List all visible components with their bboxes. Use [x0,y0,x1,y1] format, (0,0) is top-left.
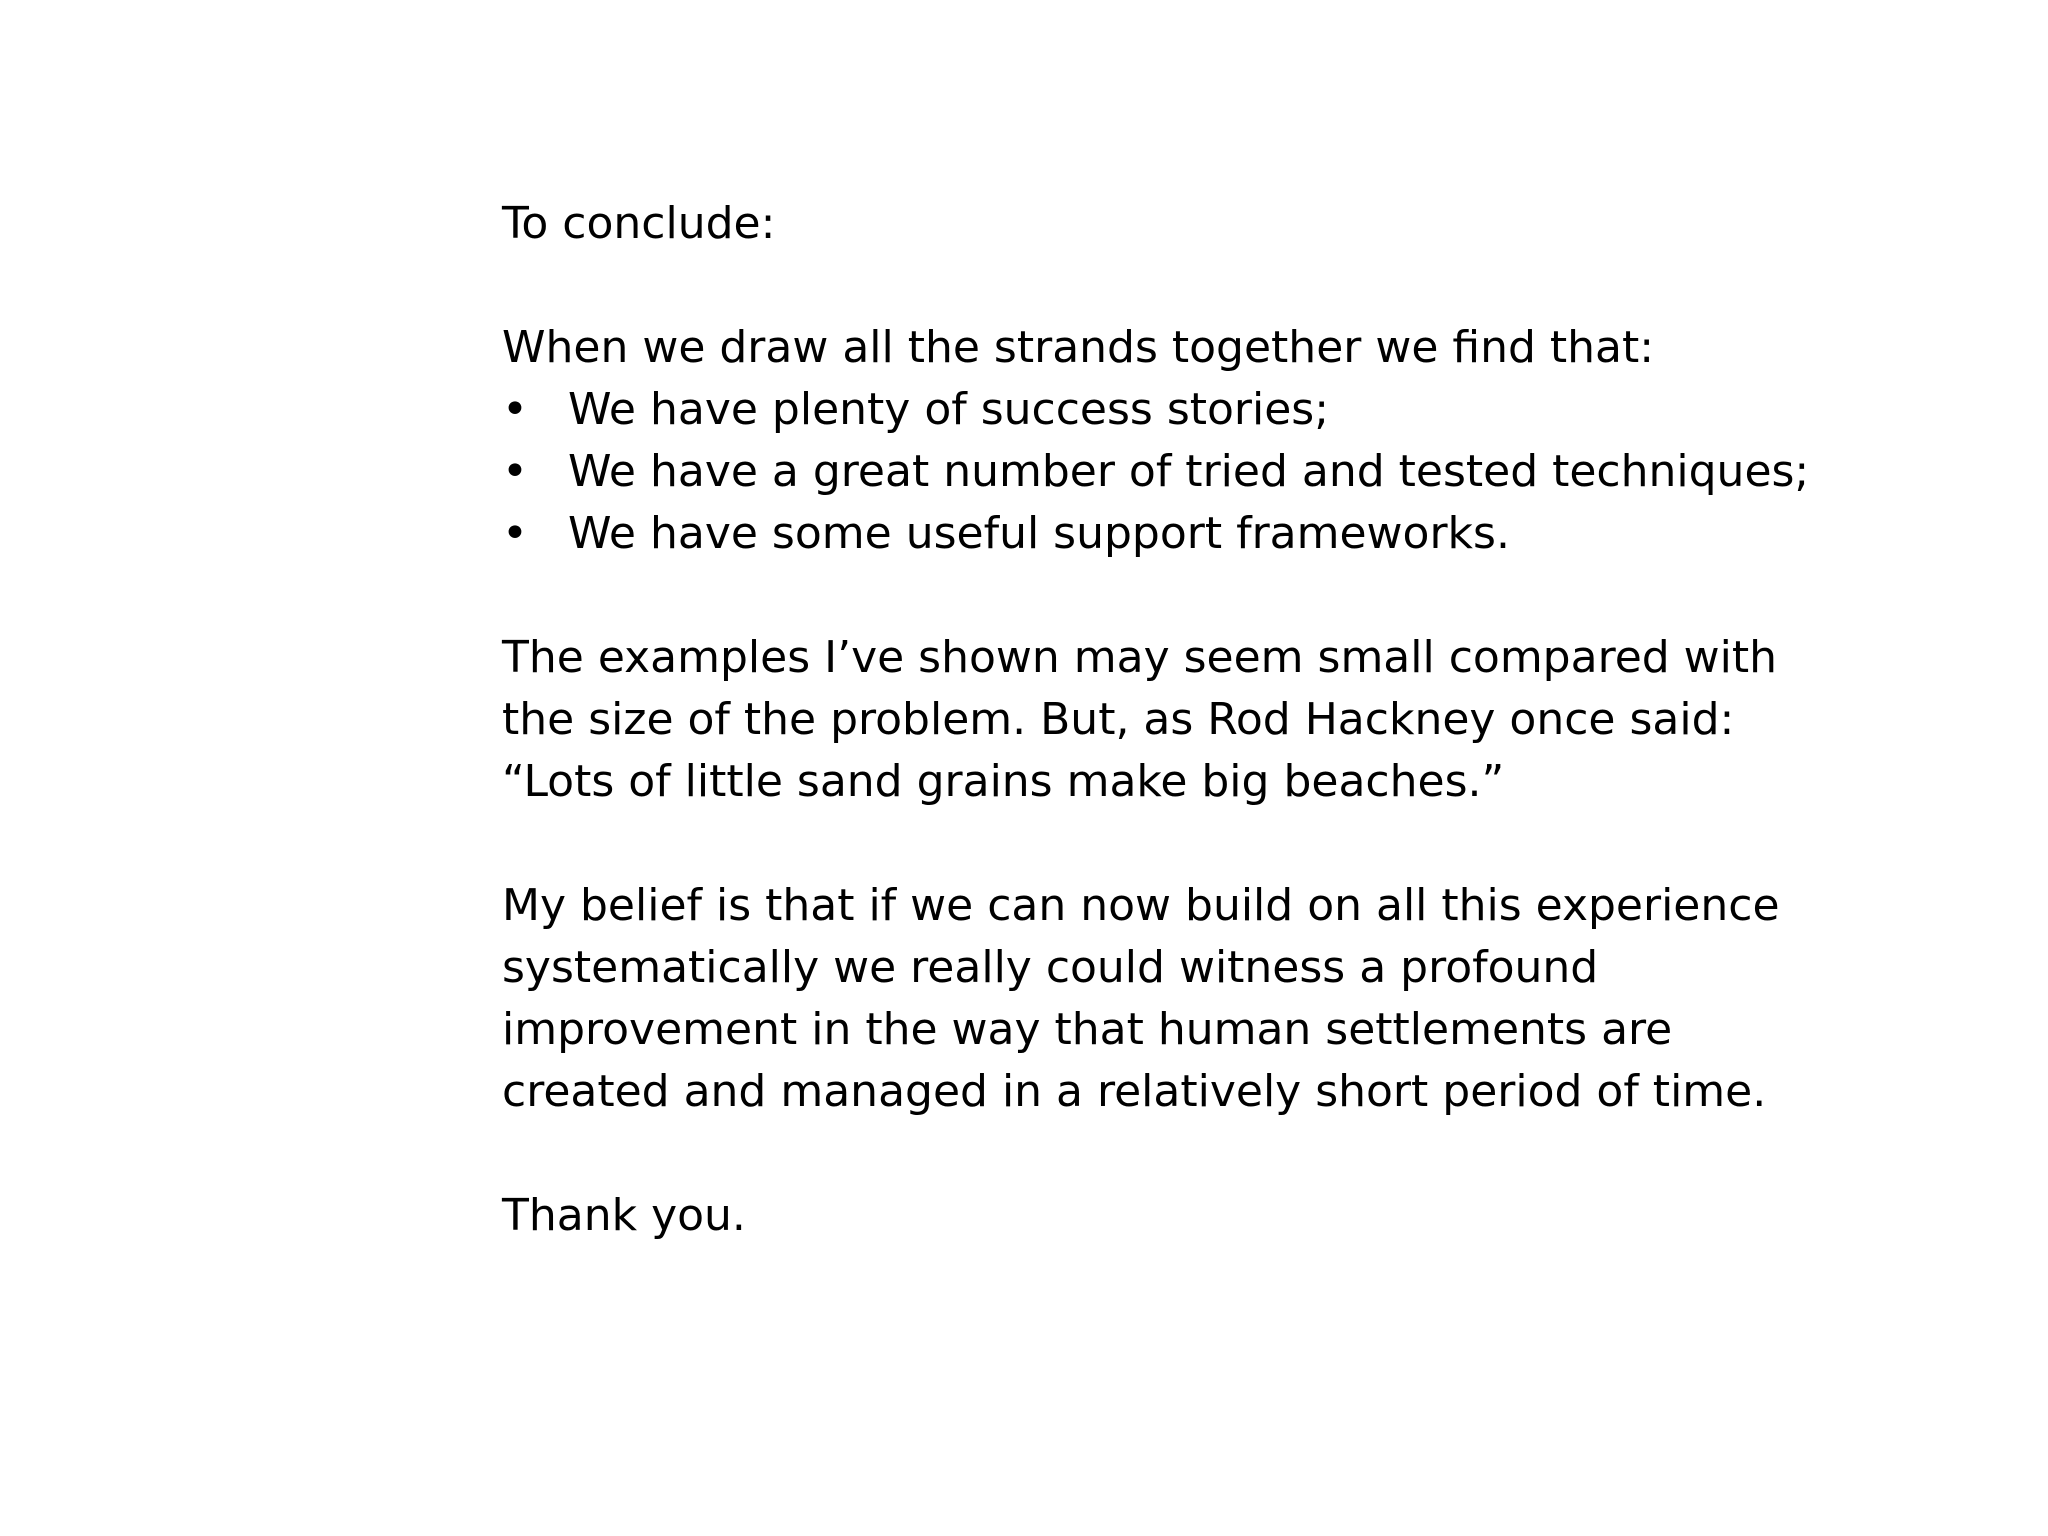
bullet-text: We have some useful support frameworks. [568,508,1510,559]
intro-line: When we draw all the strands together we find that: [502,322,1655,373]
examples-line: The examples I’ve shown may seem small compared with [502,632,1778,683]
spacer [502,565,1822,627]
bullet-list [502,379,1822,565]
bullet-text: We have plenty of success stories; [568,384,1330,435]
belief-line: improvement in the way that human settlements are [502,1004,1673,1055]
belief-paragraph [502,875,1822,1123]
belief-line: My belief is that if we can now build on all this experience [502,880,1780,931]
belief-line: systematically we really could witness a profound [502,942,1599,993]
slide-text-body [502,193,1822,1247]
bullet-item [502,441,1822,503]
bullet-dot-icon: • [502,384,528,435]
belief-line: created and managed in a relatively short period of time. [502,1066,1767,1117]
bullet-dot-icon: • [502,508,528,559]
closing-line: Thank you. [502,1190,746,1241]
bullet-text: We have a great number of tried and tested techniques; [568,446,1810,497]
examples-paragraph [502,627,1822,813]
spacer [502,813,1822,875]
bullet-item [502,503,1822,565]
bullet-item [502,379,1822,441]
conclusion-heading: To conclude: [502,198,776,249]
quote-line: “Lots of little sand grains make big beaches.” [502,756,1505,807]
bullet-dot-icon: • [502,446,528,497]
spacer [502,255,1822,317]
examples-line: the size of the problem. But, as Rod Hackney once said: [502,694,1735,745]
spacer [502,1123,1822,1185]
